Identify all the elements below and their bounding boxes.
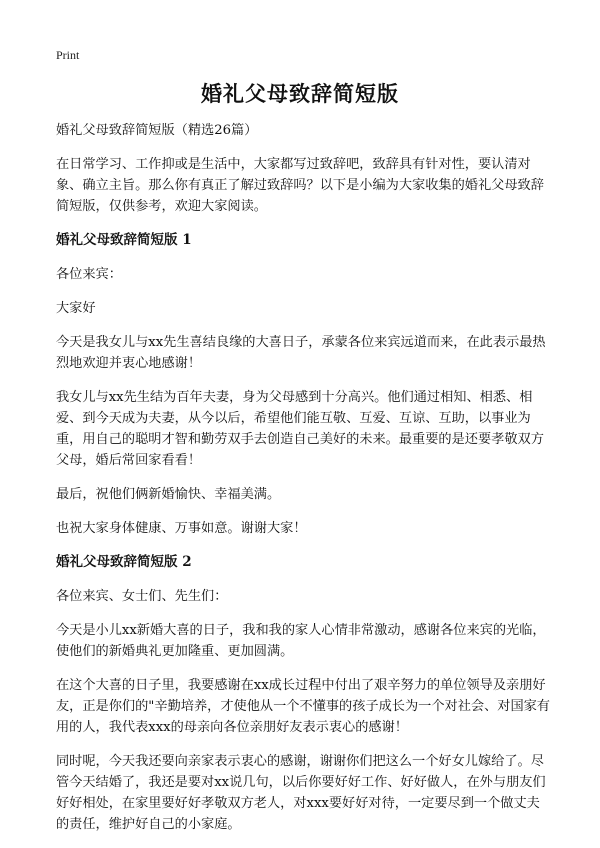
section-1-paragraph: 我女儿与xx先生结为百年夫妻，身为父母感到十分高兴。他们通过相知、相悉、相爱、到今天成为夫妻，从今以后，希望他们能互敬、互爱、互谅、互助，以事业为重，用自己的聪明才智和勤劳双手去创造自己美好的未来。最重要的是还要孝敬双方父母，婚后常回家看看！ — [56, 390, 544, 468]
section-1-heading: 婚礼父母致辞简短版 1 — [56, 232, 192, 248]
section-1-paragraph: 各位来宾： — [56, 267, 122, 282]
section-1-paragraph: 大家好 — [56, 301, 96, 316]
section-2-paragraph: 在这个大喜的日子里，我要感谢在xx成长过程中付出了艰辛努力的单位领导及亲朋好友，正是你们的"辛勤培养，才使他从一个不懂事的孩子成长为一个对社会、对国家有用的人，我代表xxx的母亲向各位亲朋好友表示衷心的感谢！ — [56, 678, 550, 735]
section-2-paragraph: 各位来宾、女士们、先生们： — [56, 589, 228, 604]
page-title: 婚礼父母致辞简短版 — [201, 81, 399, 106]
article-subtitle: 婚礼父母致辞简短版（精选26篇） — [56, 123, 258, 138]
intro-paragraph: 在日常学习、工作抑或是生活中，大家都写过致辞吧，致辞具有针对性，要认清对象、确立主旨。那么你有真正了解过致辞吗？以下是小编为大家收集的婚礼父母致辞简短版，仅供参考，欢迎大家阅读。 — [56, 157, 544, 214]
section-1-paragraph: 最后，祝他们俩新婚愉快、幸福美满。 — [56, 487, 281, 502]
section-1-paragraph: 今天是我女儿与xx先生喜结良缘的大喜日子，承蒙各位来宾远道而来，在此表示最热烈地欢迎并衷心地感谢！ — [56, 335, 546, 371]
section-2-heading: 婚礼父母致辞简短版 2 — [56, 554, 192, 570]
section-2-paragraph: 今天是小儿xx新婚大喜的日子，我和我的家人心情非常激动，感谢各位来宾的光临，使他们的新婚典礼更加隆重、更加圆满。 — [56, 623, 546, 659]
section-2-paragraph: 同时呢，今天我还要向亲家表示衷心的感谢，谢谢你们把这么一个好女儿嫁给了。尽管今天结婚了，我还是要对xx说几句，以后你要好好工作、好好做人，在外与朋友们好好相处，在家里要好好孝敬双方老人，对xxx要好好对待，一定要尽到一个做丈夫的责任，维护好自己的小家庭。 — [56, 754, 546, 832]
section-1-paragraph: 也祝大家身体健康、万事如意。谢谢大家！ — [56, 521, 307, 536]
article-body — [56, 120, 552, 848]
print-link[interactable]: Print — [56, 48, 80, 62]
